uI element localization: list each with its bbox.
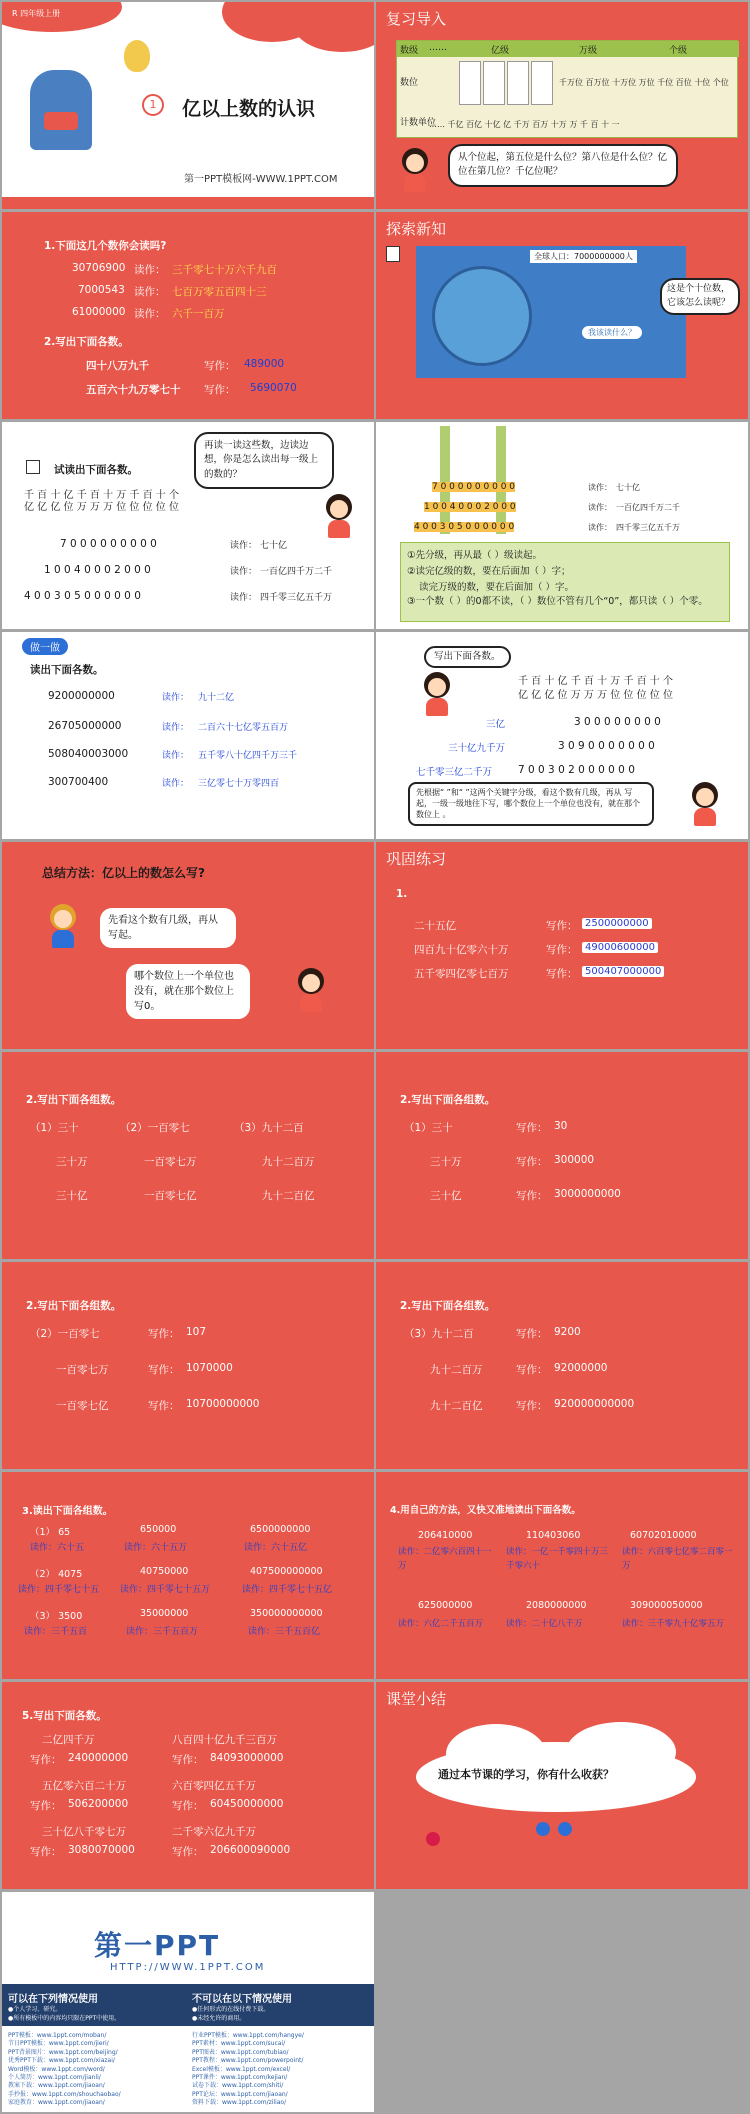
write-answer: 5690070 <box>250 382 297 394</box>
highlight-column <box>440 426 450 534</box>
highlight-column <box>496 426 506 534</box>
brand-url: HTTP://WWW.1PPT.COM <box>110 1962 266 1973</box>
read-answer: 四千零三亿五千万 <box>616 523 680 532</box>
number: 206410000 <box>418 1530 473 1541</box>
read-answer: 读作：六亿二千五百万 <box>398 1619 484 1629</box>
group-number: （2） 4075 <box>30 1569 83 1580</box>
rule-3: ③一个数（ ）的0都不读，（ ）数位不管有几个“0”，都只读（ ）个零。 <box>407 596 708 607</box>
girl-illustration <box>292 968 332 1016</box>
rule-1: ①先分级，再从最（ ）级读起。 <box>407 550 543 561</box>
balloon-icon <box>124 40 150 72</box>
group-2-item: （2）一百零七 <box>120 1122 190 1134</box>
write-label: 写作： <box>516 1364 548 1376</box>
links-right[interactable] <box>192 2032 372 2108</box>
read-answer: 九十二亿 <box>198 693 235 703</box>
number: 26705000000 <box>48 720 122 732</box>
slide-consolidate[interactable] <box>376 842 748 1049</box>
girl-illustration <box>396 148 436 196</box>
read-answer: 二百六十七亿零五百万 <box>198 723 289 733</box>
write-answer: 920000000000 <box>554 1398 635 1410</box>
read-answer: 一百亿四千万二千 <box>260 567 333 577</box>
schoolbag-pocket <box>44 112 78 130</box>
link[interactable]: 优秀PPT下载：www.1ppt.com/xiazai/ <box>8 2057 115 2065</box>
slide-read-numbers[interactable] <box>2 212 374 419</box>
exercise-title: 4.用自己的方法，又快又准地读出下面各数。 <box>390 1505 581 1516</box>
music-note-icon <box>426 1832 440 1846</box>
write-answer: 506200000 <box>68 1798 129 1810</box>
group-read: 读作：三千五百万 <box>126 1627 199 1637</box>
write-answer: 3080070000 <box>68 1844 135 1856</box>
number-words: 五百六十九万零七十 <box>86 384 181 396</box>
write-answer: 500407000000 <box>582 966 664 977</box>
dot-decoration <box>536 1822 550 1836</box>
number: 300700400 <box>48 776 109 788</box>
summary-question: 通过本节课的学习，你有什么收获？ <box>438 1768 614 1781</box>
question-bubble: 这是个十位数，它该怎么读呢？ <box>660 278 740 315</box>
write-answer: 9200 <box>554 1326 581 1338</box>
cover-site: 第一PPT模板网-WWW.1PPT.COM <box>184 174 338 185</box>
group-read: 读作：六十五 <box>30 1543 85 1553</box>
number: 60702010000 <box>630 1530 697 1541</box>
blank-cells <box>459 61 555 105</box>
write-label: 写作： <box>516 1328 548 1340</box>
can-use-text: ●个人学习、研究。 <box>8 2006 62 2013</box>
group-number: 6500000000 <box>250 1524 311 1535</box>
read-label: 读作： <box>588 523 612 532</box>
number-words: 五千零四亿零七百万 <box>414 968 509 980</box>
header-dots: …… <box>429 43 447 53</box>
write-label: 写作： <box>30 1800 62 1812</box>
write-answer: 1070000 <box>186 1362 233 1374</box>
write-label: 写作： <box>546 920 578 932</box>
number-words: 三十万 <box>430 1156 462 1168</box>
number-words: 九十二百亿 <box>430 1400 483 1412</box>
method-bubble: 先根据“ ”和“ ”这两个关键字分级，看这个数有几级，再从 写起，一级一级地往下写，哪个数位上一个单位也没有，就在那个数位上 。 <box>408 782 654 826</box>
lesson-number: 1 <box>142 94 164 116</box>
write-label: 写作： <box>148 1364 180 1376</box>
row-label-unit: 计数单位 <box>400 118 437 128</box>
number-words: 二十五亿 <box>414 920 456 932</box>
read-label: 读作： <box>162 723 190 733</box>
number-words: 三十亿 <box>430 1190 462 1202</box>
cloud-decoration <box>292 2 374 52</box>
write-answer: 3000000000 <box>554 1188 621 1200</box>
write-answer: 84093000000 <box>210 1752 284 1764</box>
read-answer: 读作：六百零七亿零二百零一万 <box>622 1547 733 1571</box>
group-number: 650000 <box>140 1524 177 1535</box>
read-answer: 读作：二十亿八千万 <box>506 1619 583 1629</box>
read-label: 读作： <box>588 503 612 512</box>
slide-credits[interactable] <box>2 1892 374 2112</box>
digits-row: 7 0 0 0 0 0 0 0 0 0 <box>432 482 516 492</box>
schoolbag-icon <box>30 70 92 150</box>
rule-2b: 读完万级的数，要在后面加（ ）字。 <box>419 582 575 593</box>
link[interactable]: 个人简历：www.1ppt.com/jianli/ <box>8 2074 101 2082</box>
usage-banner <box>2 1984 374 2026</box>
table-header-row <box>397 41 739 57</box>
question-1: 1.下面这几个数你会读吗? <box>44 240 167 252</box>
number: 110403060 <box>526 1530 581 1541</box>
read-label: 读作： <box>230 593 258 603</box>
slide-explore[interactable] <box>376 212 748 419</box>
section-title: 课堂小结 <box>386 1690 447 1708</box>
task-text: 试读出下面各数。 <box>54 464 138 476</box>
write-label: 写作： <box>516 1190 548 1202</box>
earth-illustration <box>416 246 686 378</box>
group-read: 读作：四千零七十五亿 <box>242 1585 333 1595</box>
read-label: 读作： <box>134 308 166 320</box>
write-label: 写作： <box>546 944 578 956</box>
write-answer: 30 <box>554 1120 568 1132</box>
link[interactable]: 行业PPT模板：www.1ppt.com/hangye/ <box>192 2032 304 2039</box>
read-label: 读作： <box>162 751 190 761</box>
write-answer: 489000 <box>244 358 285 370</box>
slide-exercise-2-b[interactable] <box>2 1262 374 1469</box>
number: 7000543 <box>78 284 125 296</box>
group-number: （1） 65 <box>30 1527 71 1538</box>
read-label: 读作： <box>162 779 190 789</box>
place-header: 千 百 十 亿 千 百 十 万 千 百 十 个 <box>518 676 673 687</box>
group-3-item: （3）九十二百 <box>234 1122 304 1134</box>
number-words: （2）一百零七 <box>30 1328 100 1340</box>
group-read: 读作：六十五亿 <box>244 1543 308 1553</box>
link[interactable]: Word模板：www.1ppt.com/word/ <box>8 2065 105 2073</box>
girl-illustration <box>320 494 360 542</box>
exercise-title: 2.写出下面各组数。 <box>26 1300 122 1312</box>
number-words: 二亿四千万 <box>42 1734 95 1746</box>
slide-exercise-2-c[interactable] <box>376 1262 748 1469</box>
boy-illustration <box>44 904 84 952</box>
number-words: 九十二百万 <box>430 1364 483 1376</box>
link[interactable]: 家庭教育：www.1ppt.com/jiaoan/ <box>8 2099 105 2107</box>
number: 61000000 <box>72 306 126 318</box>
earth-icon <box>432 266 532 366</box>
write-label: 写作： <box>204 384 236 396</box>
write-answer: 10700000000 <box>186 1398 260 1410</box>
number: 9200000000 <box>48 690 115 702</box>
read-label: 读作： <box>230 541 258 551</box>
number-digits: 7 0 0 0 0 0 0 0 0 0 <box>60 538 157 550</box>
write-label: 写作： <box>172 1846 204 1858</box>
read-answer: 三亿零七十万零四百 <box>198 779 280 789</box>
footer-bar <box>2 197 374 209</box>
read-answer: 四千零三亿五千万 <box>260 593 333 603</box>
write-answer: 240000000 <box>68 1752 129 1764</box>
number-digits: 4 0 0 3 0 5 0 0 0 0 0 0 <box>24 590 141 602</box>
number-words: 四百九十亿零六十万 <box>414 944 509 956</box>
grade-label: R 四年级上册 <box>12 9 61 18</box>
book-icon <box>26 460 40 474</box>
link[interactable]: 教案下载：www.1ppt.com/jiaoan/ <box>8 2082 105 2090</box>
write-answer: 49000600000 <box>582 942 658 953</box>
write-answer: 300000 <box>554 1154 595 1166</box>
link[interactable]: PPT背景图片：www.1ppt.com/beijing/ <box>8 2048 118 2056</box>
slide-practice[interactable] <box>2 632 374 839</box>
link[interactable]: 手抄报：www.1ppt.com/shouchaobao/ <box>8 2090 121 2098</box>
write-answer: 60450000000 <box>210 1798 284 1810</box>
number-digits: 1 0 0 4 0 0 0 2 0 0 0 <box>44 564 151 576</box>
cannot-use-text: ●任何形式的在线付费下载。 <box>192 2006 270 2013</box>
group-3-item: 九十二百亿 <box>262 1190 315 1202</box>
group-3-item: 九十二百万 <box>262 1156 315 1168</box>
group-number: 40750000 <box>140 1566 189 1577</box>
question-number: 1. <box>396 888 408 900</box>
read-label: 读作： <box>230 567 258 577</box>
group-1-item: 三十万 <box>56 1156 88 1168</box>
practice-tag: 做一做 <box>22 638 68 655</box>
group-read: 读作：六十五万 <box>124 1543 188 1553</box>
write-label: 写作： <box>148 1328 180 1340</box>
number: 625000000 <box>418 1600 473 1611</box>
group-2-item: 一百零七亿 <box>144 1190 197 1202</box>
link[interactable]: 节日PPT模板：www.1ppt.com/jieri/ <box>8 2040 109 2048</box>
group-read: 读作：三千五百亿 <box>248 1627 321 1637</box>
cannot-use-title: 不可以在以下情况使用 <box>192 1994 292 2005</box>
number-words: 四十八万九千 <box>86 360 149 372</box>
number-words: 三十亿九千万 <box>448 743 506 754</box>
question-bubble: 再读一读这些数，边读边想，你是怎么读出每一级上的数的？ <box>194 432 334 489</box>
rule-2: ②读完亿级的数，要在后面加（ ）字； <box>407 566 571 577</box>
read-label: 读作： <box>162 693 190 703</box>
read-answer: 七百万零五百四十三 <box>172 286 267 298</box>
cover-title: 亿以上数的认识 <box>182 98 316 120</box>
group-number: 35000000 <box>140 1608 189 1619</box>
cannot-use-text-2: ●未经允许的商用。 <box>192 2015 246 2022</box>
write-label: 写作： <box>172 1754 204 1766</box>
number-words: （1）三十 <box>404 1122 453 1134</box>
exercise-title: 3.读出下面各组数。 <box>22 1506 113 1517</box>
hint-bubble: 我该读什么？ <box>582 326 642 339</box>
write-label: 写作： <box>30 1846 62 1858</box>
number: 30706900 <box>72 262 126 274</box>
exercise-title: 2.写出下面各组数。 <box>400 1300 496 1312</box>
write-label: 写作： <box>516 1156 548 1168</box>
group-number: 350000000000 <box>250 1608 323 1619</box>
girl-illustration <box>686 782 726 830</box>
number-words: （3）九十二百 <box>404 1328 474 1340</box>
book-icon <box>386 246 400 262</box>
slide-cover[interactable] <box>2 2 374 209</box>
read-label: 读作： <box>134 286 166 298</box>
task-text: 读出下面各数。 <box>30 664 104 676</box>
write-label: 写作： <box>172 1800 204 1812</box>
group-number: （3） 3500 <box>30 1611 83 1622</box>
exercise-title: 2.写出下面各组数。 <box>400 1094 496 1106</box>
write-answer: 92000000 <box>554 1362 608 1374</box>
row-place-text: 千万位 百万位 十万位 万位 千位 百位 十位 个位 <box>559 78 729 87</box>
number-words: 八百四十亿九千三百万 <box>172 1734 277 1746</box>
read-answer: 读作：一亿一千零四十万三千零六十 <box>506 1547 609 1571</box>
digits-row: 1 0 0 4 0 0 0 2 0 0 0 <box>424 502 516 512</box>
number-words: 一百零七万 <box>56 1364 109 1376</box>
read-answer: 三千零七十万六千九百 <box>172 264 277 276</box>
write-label: 写作： <box>30 1754 62 1766</box>
section-title: 探索新知 <box>386 220 447 238</box>
link[interactable]: PPT课件：www.1ppt.com/kejian/ <box>192 2074 288 2082</box>
link[interactable]: 资料下载：www.1ppt.com/ziliao/ <box>192 2099 287 2107</box>
exercise-title: 5.写出下面各数。 <box>22 1710 107 1722</box>
slide-exercise-2[interactable] <box>2 1052 374 1259</box>
population-banner: 全球人口：7000000000人 <box>530 250 637 263</box>
slide-exercise-5[interactable] <box>2 1682 374 1889</box>
number-words: 五亿零六百二十万 <box>42 1780 126 1792</box>
can-use-text-2: ●所有模板中的内容均只限在PPT中使用。 <box>8 2015 121 2022</box>
slide-lesson-summary[interactable] <box>376 1682 748 1889</box>
number-words: 二千零六亿九千万 <box>172 1826 256 1838</box>
slide-read-rules[interactable] <box>376 422 748 629</box>
place-value-table <box>396 40 738 138</box>
method-question: 总结方法：亿以上的数怎么写? <box>42 866 205 880</box>
header-level: 数级 <box>400 46 419 56</box>
header-wan: 万级 <box>579 46 598 56</box>
group-1-item: 三十亿 <box>56 1190 88 1202</box>
question-2: 2.写出下面各数。 <box>44 336 129 348</box>
group-read: 读作：四千零七十五 <box>18 1585 100 1595</box>
row-unit-text: …… 千亿 百亿 十亿 亿 千万 百万 十万 万 千 百 十 一 <box>429 120 620 129</box>
number-words: 七千零三亿二千万 <box>416 767 493 778</box>
read-answer: 一百亿四千万二千 <box>616 503 680 512</box>
place-header-2: 亿 亿 亿 位 万 万 万 位 位 位 位 位 <box>24 502 179 513</box>
read-answer: 五千零八十亿四千万三千 <box>198 751 298 761</box>
read-answer: 读作：二亿零六百四十一万 <box>398 1547 492 1571</box>
write-label: 写作： <box>148 1400 180 1412</box>
link[interactable]: PPT图表：www.1ppt.com/tubiao/ <box>192 2048 289 2056</box>
slide-exercise-3[interactable] <box>2 1472 374 1679</box>
number-words: 一百零七亿 <box>56 1400 109 1412</box>
slide-summary-method[interactable] <box>2 842 374 1049</box>
number: 2080000000 <box>526 1600 587 1611</box>
write-answer: 107 <box>186 1326 207 1338</box>
digits-row: 7 0 0 3 0 2 0 0 0 0 0 0 <box>518 764 635 776</box>
girl-illustration <box>418 672 458 720</box>
digits-row: 4 0 0 3 0 5 0 0 0 0 0 0 <box>414 522 515 532</box>
link[interactable]: 试卷下载：www.1ppt.com/shiti/ <box>192 2082 284 2090</box>
link[interactable]: PPT教程：www.1ppt.com/powerpoint/ <box>192 2057 304 2065</box>
slide-write-numbers[interactable] <box>376 632 748 839</box>
header-yi: 亿级 <box>491 46 510 56</box>
write-answer: 206600090000 <box>210 1844 291 1856</box>
header-ge: 个级 <box>669 46 688 56</box>
digits-row: 3 0 9 0 0 0 0 0 0 0 <box>558 740 655 752</box>
write-label: 写作： <box>516 1122 548 1134</box>
group-2-item: 一百零七万 <box>144 1156 197 1168</box>
read-answer: 七十亿 <box>616 483 640 492</box>
write-label: 写作： <box>516 1400 548 1412</box>
link[interactable]: PPT素材：www.1ppt.com/sucai/ <box>192 2040 286 2048</box>
number-words: 六百零四亿五千万 <box>172 1780 256 1792</box>
exercise-title: 2.写出下面各组数。 <box>26 1094 122 1106</box>
tip-bubble-2: 哪个数位上一个单位也没有，就在那个数位上写0。 <box>124 962 252 1021</box>
number: 508040003000 <box>48 748 129 760</box>
question-bubble: 从个位起，第五位是什么位？第八位是什么位？亿位在第几位？千亿位呢？ <box>448 144 678 187</box>
read-label: 读作： <box>134 264 166 276</box>
group-number: 407500000000 <box>250 1566 323 1577</box>
read-answer: 六千一百万 <box>172 308 225 320</box>
write-label: 写作： <box>204 360 236 372</box>
group-read: 读作：四千零七十五万 <box>120 1585 211 1595</box>
write-label: 写作： <box>546 968 578 980</box>
slide-exercise-4[interactable] <box>376 1472 748 1679</box>
place-header: 千 百 十 亿 千 百 十 万 千 百 十 个 <box>24 490 179 501</box>
read-label: 读作： <box>588 483 612 492</box>
rules-box <box>400 542 730 622</box>
group-read: 读作：三千五百 <box>24 1627 88 1637</box>
task-bubble: 写出下面各数。 <box>424 646 511 668</box>
slide-exercise-2-a[interactable] <box>376 1052 748 1259</box>
number-words: 三亿 <box>486 719 506 730</box>
brand-logo: 第一PPT <box>94 1929 221 1962</box>
read-answer: 七十亿 <box>260 541 288 551</box>
group-1-item: （1）三十 <box>30 1122 79 1134</box>
digits-row: 3 0 0 0 0 0 0 0 0 <box>574 716 661 728</box>
read-answer: 读作：三千零九十亿零五万 <box>622 1619 725 1629</box>
link[interactable]: PPT论坛：www.1ppt.com/jiaoan/ <box>192 2090 288 2098</box>
link[interactable]: PPT模板：www.1ppt.com/moban/ <box>8 2032 107 2039</box>
links-left[interactable] <box>8 2032 188 2108</box>
row-label-place: 数位 <box>400 78 419 88</box>
write-answer: 2500000000 <box>582 918 652 929</box>
number-words: 三十亿八千零七万 <box>42 1826 126 1838</box>
number: 309000050000 <box>630 1600 703 1611</box>
tip-bubble-1: 先看这个数有几级，再从 写起。 <box>98 906 238 950</box>
link[interactable]: Excel模板：www.1ppt.com/excel/ <box>192 2065 291 2073</box>
place-header-2: 亿 亿 亿 位 万 万 万 位 位 位 位 位 <box>518 690 673 701</box>
can-use-title: 可以在下列情况使用 <box>8 1994 98 2005</box>
section-title: 巩固练习 <box>386 850 447 868</box>
dot-decoration <box>558 1822 572 1836</box>
slide-review[interactable] <box>376 2 748 209</box>
slide-try-read[interactable] <box>2 422 374 629</box>
section-title: 复习导入 <box>386 10 447 28</box>
